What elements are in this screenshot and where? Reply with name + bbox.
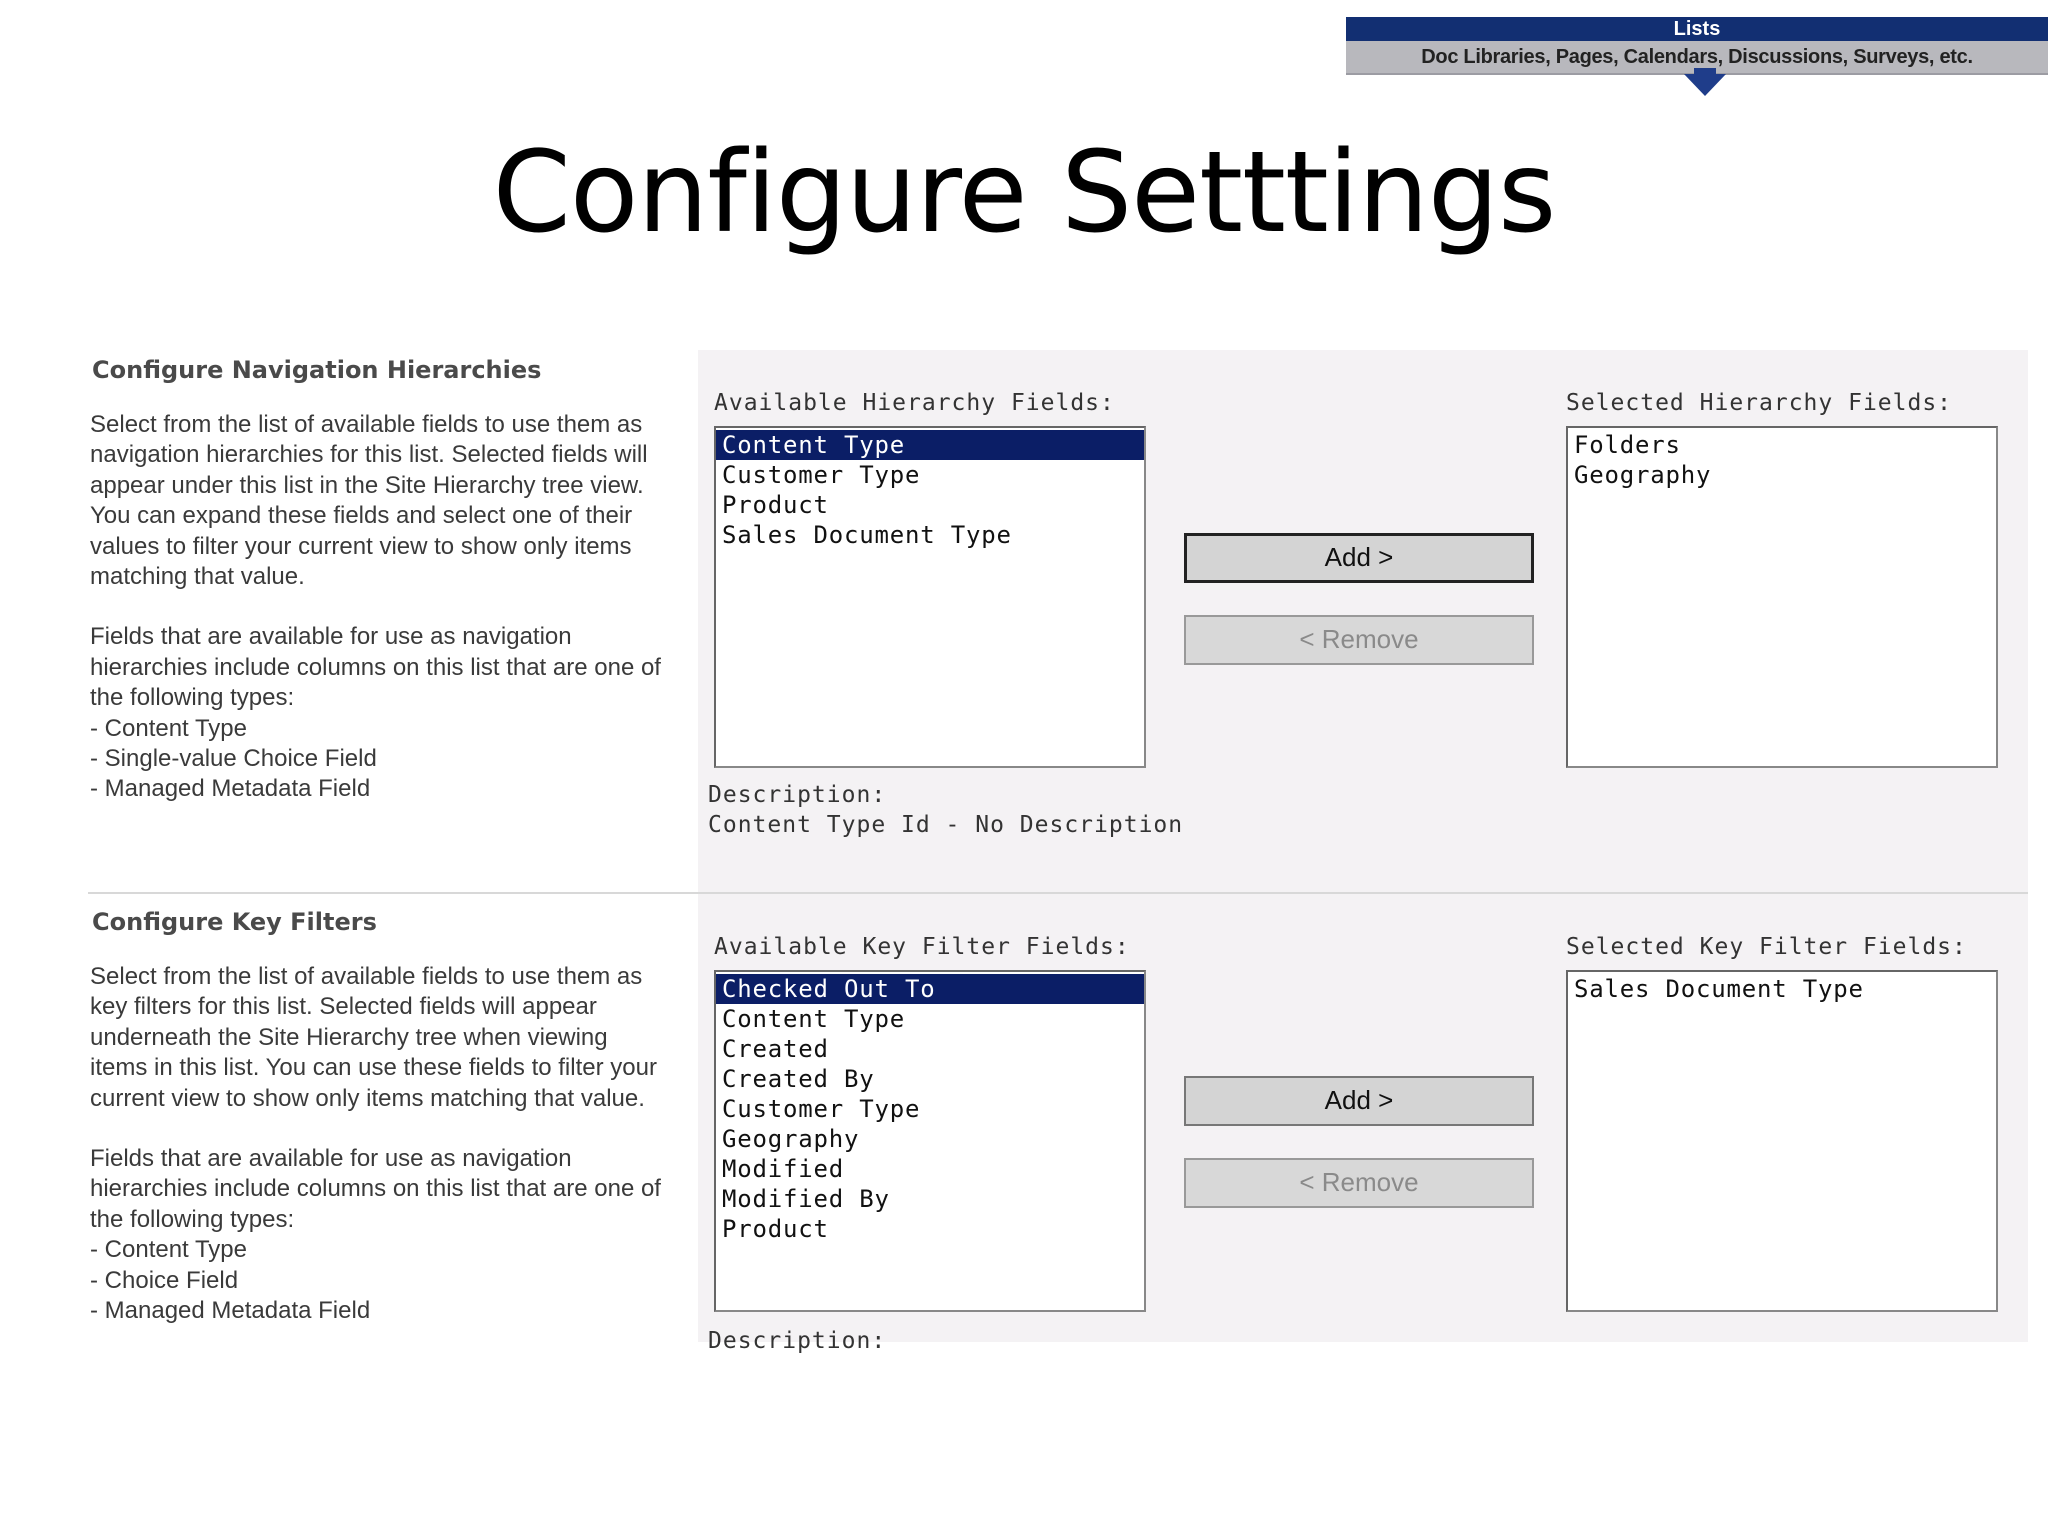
section-description xyxy=(90,962,670,1326)
list-option[interactable]: Sales Document Type xyxy=(1574,975,1864,1003)
field-description xyxy=(708,780,1183,840)
field-picker-panel xyxy=(698,350,2028,892)
lists-banner xyxy=(1346,17,2048,75)
available-fields-label: Available Hierarchy Fields: xyxy=(714,390,1115,416)
field-types xyxy=(90,622,670,804)
list-option[interactable]: Checked Out To xyxy=(716,974,1144,1004)
list-option[interactable]: Customer Type xyxy=(722,461,921,489)
remove-button[interactable]: < Remove xyxy=(1184,615,1534,665)
description-paragraph: Fields that are available for use as navigation hierarchies include columns on this list that are one of the following types: xyxy=(90,1145,661,1233)
selected-key-filter-listbox[interactable] xyxy=(1566,970,1998,1312)
available-key-filter-listbox[interactable] xyxy=(714,970,1146,1312)
list-option[interactable]: Content Type xyxy=(716,430,1144,460)
description-paragraph: Select from the list of available fields to use them as key filters for this list. Selected fields will appear underneath the Site Hierarchy tree when viewing items in this list. You can use these fields to filter your current view to show only items matching that value. xyxy=(90,963,657,1112)
list-option[interactable]: Product xyxy=(722,1215,829,1243)
list-option[interactable]: Modified By xyxy=(722,1185,890,1213)
field-type-item: - Managed Metadata Field xyxy=(90,1297,371,1325)
key-filters-section xyxy=(88,892,2028,1354)
list-option[interactable]: Content Type xyxy=(722,1005,905,1033)
remove-button[interactable]: < Remove xyxy=(1184,1158,1534,1208)
field-types xyxy=(90,1144,670,1326)
description-label: Description: xyxy=(708,1328,887,1354)
settings-screenshot xyxy=(88,350,2028,1354)
banner-subtitle: Doc Libraries, Pages, Calendars, Discussions, Surveys, etc. xyxy=(1346,41,2048,75)
list-option[interactable]: Folders xyxy=(1574,431,1681,459)
field-type-item: - Content Type xyxy=(90,1236,247,1264)
section-heading: Configure Key Filters xyxy=(92,908,377,936)
selected-hierarchy-listbox[interactable] xyxy=(1566,426,1998,768)
field-type-item: - Content Type xyxy=(90,714,247,742)
description-value: Content Type Id - No Description xyxy=(708,812,1184,838)
description-paragraph: Select from the list of available fields to use them as navigation hierarchies for this list. Selected fields will appear under this list in the Site Hierarchy tree view. You can expand these fields and select one of their values to filter your current view to show only items matching that value. xyxy=(90,411,648,591)
list-option[interactable]: Customer Type xyxy=(722,1095,921,1123)
navigation-hierarchies-section xyxy=(88,350,2028,892)
available-hierarchy-listbox[interactable] xyxy=(714,426,1146,768)
available-fields-label: Available Key Filter Fields: xyxy=(714,934,1130,960)
selected-fields-label: Selected Hierarchy Fields: xyxy=(1566,390,1953,416)
description-label: Description: xyxy=(708,782,887,808)
add-button[interactable]: Add > xyxy=(1184,533,1534,583)
selected-fields-label: Selected Key Filter Fields: xyxy=(1566,934,1967,960)
list-option[interactable]: Geography xyxy=(722,1125,860,1153)
description-paragraph: Fields that are available for use as navigation hierarchies include columns on this list that are one of the following types: xyxy=(90,623,661,712)
arrow-down-icon xyxy=(1684,74,1726,96)
list-option[interactable]: Sales Document Type xyxy=(722,521,1012,549)
banner-title: Lists xyxy=(1346,17,2048,41)
list-option[interactable]: Geography xyxy=(1574,461,1712,489)
list-option[interactable]: Created By xyxy=(722,1065,875,1093)
slide-title: Configure Setttings xyxy=(492,128,1556,258)
section-description xyxy=(90,410,670,805)
field-type-item: - Managed Metadata Field xyxy=(90,775,371,803)
add-button[interactable]: Add > xyxy=(1184,1076,1534,1126)
field-picker-panel xyxy=(698,894,2028,1354)
section-heading: Configure Navigation Hierarchies xyxy=(92,356,542,384)
field-type-item: - Choice Field xyxy=(90,1266,239,1294)
list-option[interactable]: Product xyxy=(722,491,829,519)
list-option[interactable]: Created xyxy=(722,1035,829,1063)
field-description xyxy=(708,1326,886,1356)
field-type-item: - Single-value Choice Field xyxy=(90,745,377,773)
list-option[interactable]: Modified xyxy=(722,1155,844,1183)
